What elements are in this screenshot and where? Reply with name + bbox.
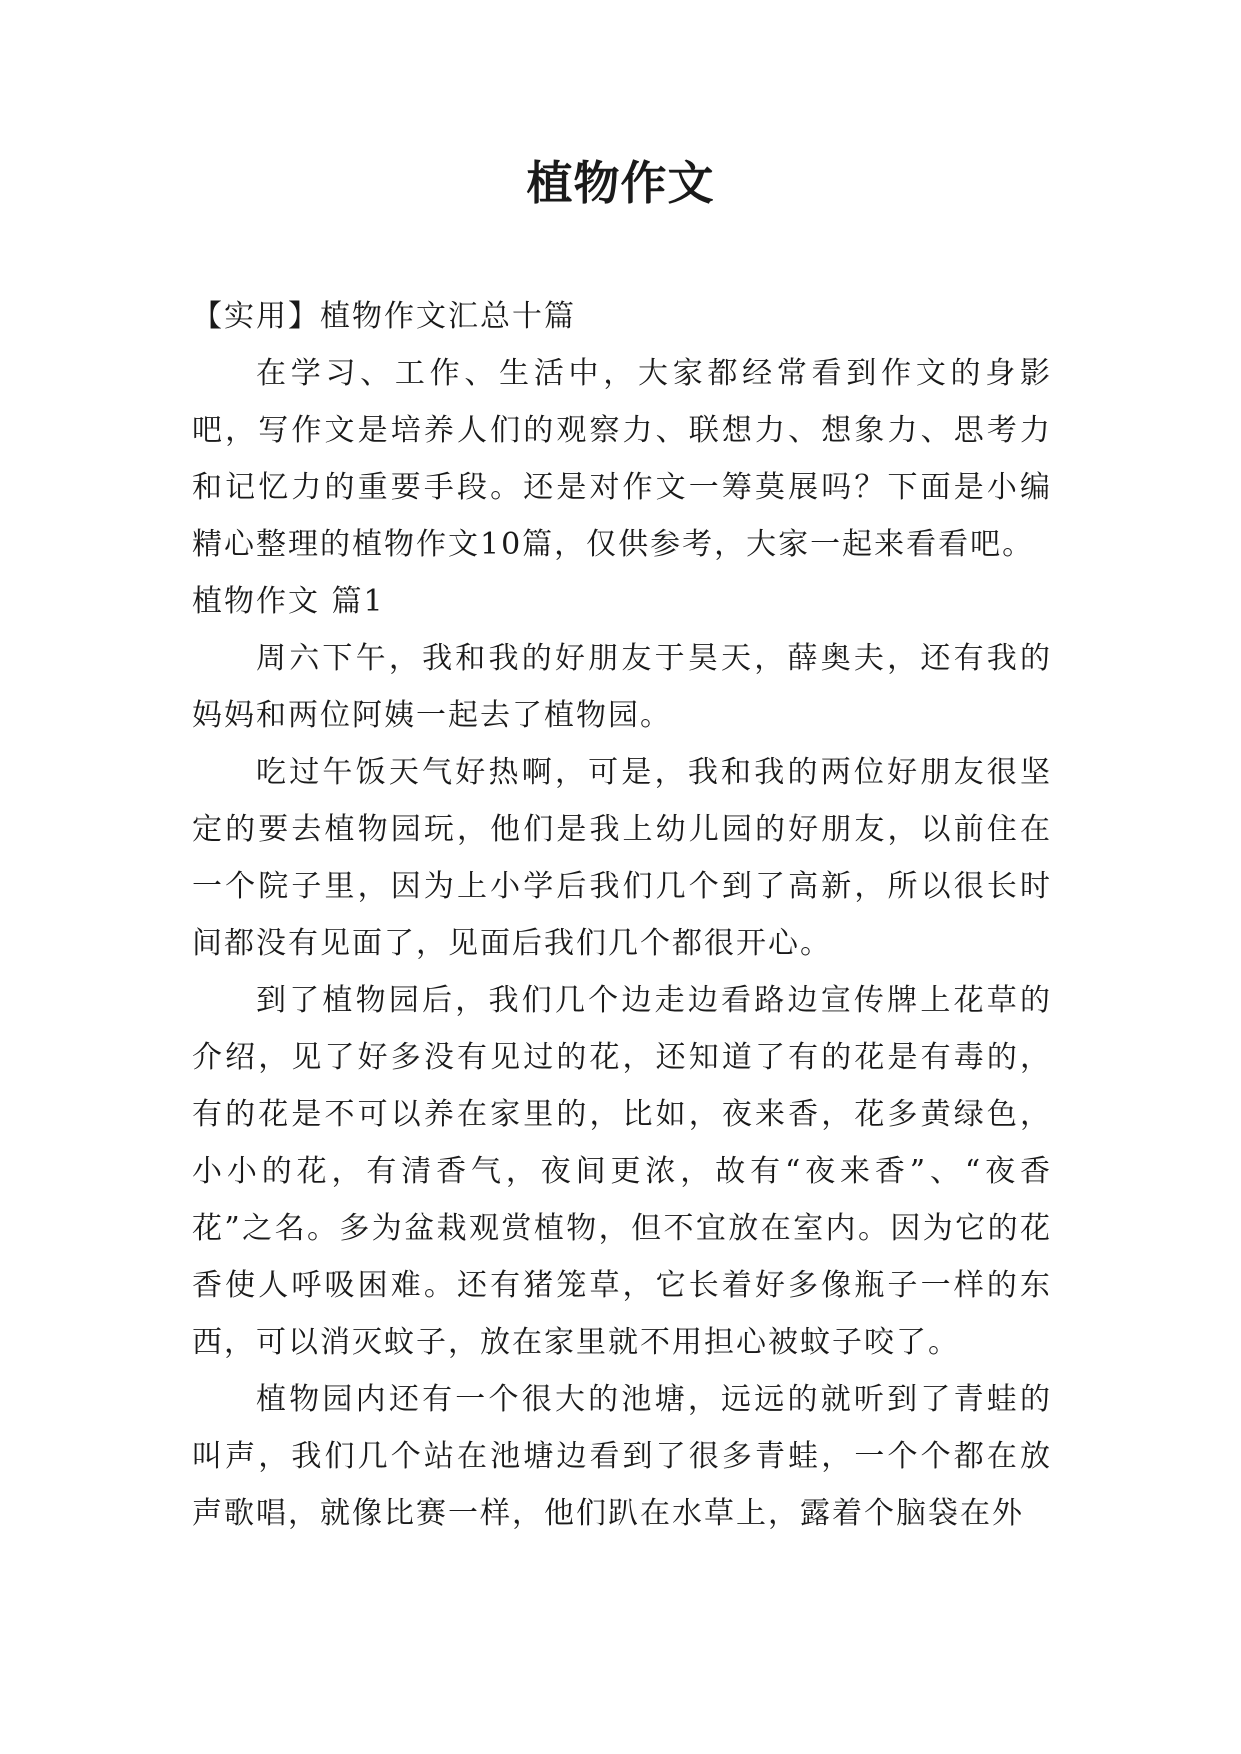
- document-subtitle: 【实用】植物作文汇总十篇: [192, 299, 576, 334]
- body-paragraph: 植物园内还有一个很大的池塘，远远的就听到了青蛙的叫声，我们几个站在池塘边看到了很多青蛙，一个个都在放声歌唱，就像比赛一样，他们趴在水草上，露着个脑袋在外: [192, 1382, 1052, 1531]
- body-paragraph: 周六下午，我和我的好朋友于昊天，薛奥夫，还有我的妈妈和两位阿姨一起去了植物园。: [192, 641, 1052, 733]
- document-body: [192, 288, 1052, 1542]
- body-paragraph: 吃过午饭天气好热啊，可是，我和我的两位好朋友很坚定的要去植物园玩，他们是我上幼儿园的好朋友，以前住在一个院子里，因为上小学后我们几个到了高新，所以很长时间都没有见面了，见面后我们几个都很开心。: [192, 755, 1052, 961]
- intro-paragraph: 在学习、工作、生活中，大家都经常看到作文的身影吧，写作文是培养人们的观察力、联想力、想象力、思考力和记忆力的重要手段。还是对作文一筹莫展吗？下面是小编精心整理的植物作文10篇，仅供参考，大家一起来看看吧。: [192, 356, 1052, 562]
- document-title: 植物作文: [526, 156, 715, 210]
- body-paragraph: 到了植物园后，我们几个边走边看路边宣传牌上花草的介绍，见了好多没有见过的花，还知道了有的花是有毒的，有的花是不可以养在家里的，比如，夜来香，花多黄绿色，小小的花，有清香气，夜间更浓，故有“夜来香”、“夜香花”之名。多为盆栽观赏植物，但不宜放在室内。因为它的花香使人呼吸困难。还有猪笼草，它长着好多像瓶子一样的东西，可以消灭蚊子，放在家里就不用担心被蚊子咬了。: [192, 983, 1052, 1360]
- section-heading: 植物作文 篇1: [192, 584, 385, 619]
